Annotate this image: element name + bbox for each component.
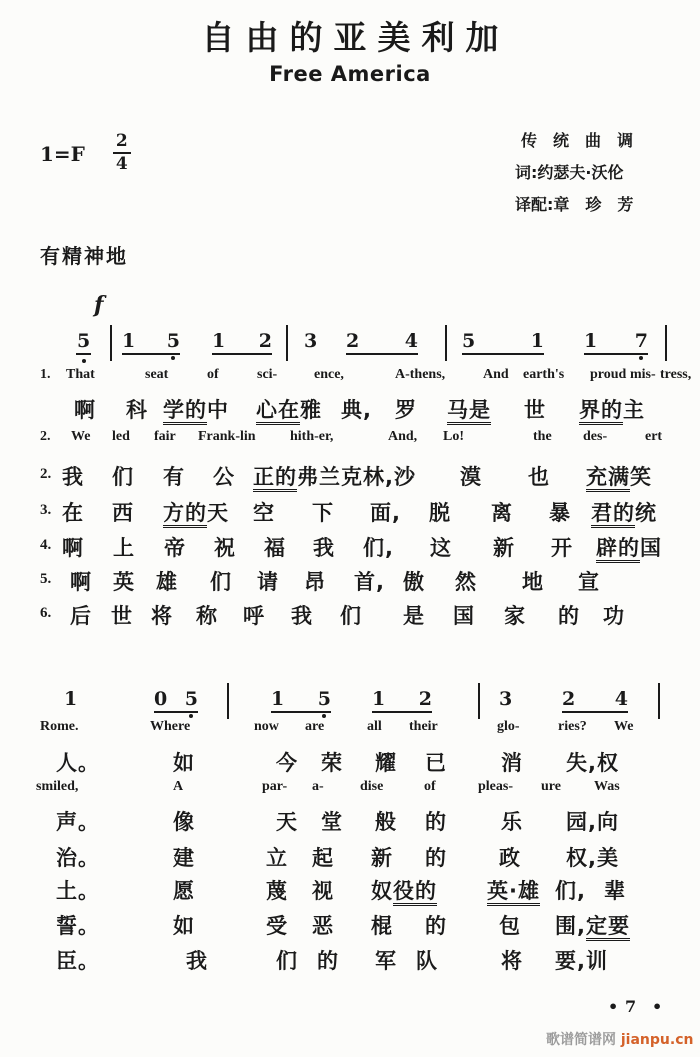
lyric-token: 像 (173, 810, 195, 834)
lyric-token: 土。 (56, 879, 100, 903)
lyric-token: 空 (253, 501, 275, 525)
beamed-note-group (154, 690, 198, 713)
lyric-token: their (409, 719, 438, 734)
watermark-site-name: 歌谱简谱网 (546, 1032, 621, 1048)
barline (445, 325, 447, 361)
lyric-token: Lo! (443, 429, 464, 444)
lyric-token: 离 (491, 501, 513, 525)
lyric-token: 政 (499, 846, 521, 870)
lyric-token: 罗 (395, 398, 417, 422)
note-1: 1 (584, 330, 598, 352)
page-number-digit: 7 (625, 997, 637, 1016)
key-and-time-signature (40, 131, 131, 174)
barline (478, 683, 480, 719)
lyric-token: 队 (416, 949, 438, 973)
note-4: 4 (404, 330, 418, 352)
low-octave-dot (82, 359, 86, 363)
watermark-brand: jianpu.cn (620, 1032, 694, 1048)
barline (227, 683, 229, 719)
lyric-token: 奴役的 (371, 875, 437, 905)
lyric-token: 们 (276, 949, 298, 973)
lyric-token: 棍 (371, 914, 393, 938)
lyric-token: 祝 (214, 536, 236, 560)
note-1: 1 (64, 688, 78, 710)
beamed-note-group (346, 332, 418, 355)
lyric-token: 军 (375, 949, 397, 973)
lyric-token: seat (145, 367, 169, 382)
lyric-token: 将 (501, 949, 523, 973)
lyric-token: 脱 (429, 501, 451, 525)
lyric-token: 视 (312, 879, 334, 903)
lyric-token: fair (154, 429, 176, 444)
lyric-token: 辈 (604, 879, 626, 903)
lyric-token: 昂 (304, 570, 326, 594)
lyric-token: 下 (312, 501, 334, 525)
low-octave-dot (639, 356, 643, 360)
lyric-token (487, 875, 540, 905)
song-subtitle: Free America (269, 62, 431, 86)
lyric-token: 也 (528, 465, 550, 489)
note-0: 0 (154, 688, 168, 710)
lyric-token: 暴 (549, 501, 571, 525)
lyric-token: 的 (317, 949, 339, 973)
lyric-token: proud (590, 367, 627, 382)
barline (665, 325, 667, 361)
lyric-token: 辟的国 (596, 532, 662, 562)
barline (286, 325, 288, 361)
lyric-token: 的 (425, 846, 447, 870)
beamed-syllables: 辟的 (596, 536, 640, 563)
beamed-note-group (584, 332, 648, 355)
lyric-token: 们 (112, 465, 134, 489)
lyric-token: dise (360, 779, 384, 794)
beamed-note-group (372, 690, 432, 713)
lyric-token: 是 (403, 604, 425, 628)
lyric-token: 傲 (403, 570, 425, 594)
lyric-token: pleas- (478, 779, 513, 794)
barline (110, 325, 112, 361)
beamed-syllables: 定要 (586, 914, 630, 941)
beamed-note-group (562, 690, 628, 713)
lyric-token: 的 (558, 604, 580, 628)
lyric-token: earth's (523, 367, 565, 382)
low-octave-dot (171, 356, 175, 360)
lyric-token: 首, (354, 570, 385, 594)
time-signature (113, 132, 131, 173)
lyric-token: 荣 (321, 751, 343, 775)
credit-line: 传 统 曲 调 (521, 131, 634, 150)
lyric-token: 今 (276, 751, 298, 775)
lyric-token: 后 (70, 604, 92, 628)
lyric-token: 们, (555, 879, 586, 903)
lyric-token: 人。 (56, 751, 100, 775)
lyric-token: smiled, (36, 779, 79, 794)
lyric-token: 已 (425, 751, 447, 775)
lyric-token: 君的统 (591, 497, 657, 527)
lyric-token: 充满笑 (586, 461, 652, 491)
tempo-marking: 有精神地 (40, 244, 128, 268)
lyric-token: 乐 (501, 810, 523, 834)
lyric-token: 建 (173, 846, 195, 870)
lyric-token: 天 (276, 810, 298, 834)
note-2: 2 (258, 330, 272, 352)
lyric-token: 世 (524, 398, 546, 422)
note-2: 2 (562, 688, 576, 710)
lyric-token: Frank-lin (198, 429, 256, 444)
lyric-token: par- (262, 779, 288, 794)
beamed-syllables: 充满 (586, 465, 630, 492)
lyric-token: 2. (40, 429, 51, 444)
song-title: 自由的亚美利加 (201, 18, 510, 57)
lyric-token: 权,美 (566, 846, 619, 870)
key-signature: 1=F (40, 142, 85, 167)
note-5: 5 (462, 330, 476, 352)
lyric-token: 福 (264, 536, 286, 560)
beamed-syllables: 学的 (163, 398, 207, 425)
lyric-token: 要,训 (555, 949, 608, 973)
page-number-dot: • (608, 997, 619, 1016)
lyric-token: now (254, 719, 279, 734)
lyric-token: We (71, 429, 91, 444)
lyric-token: Rome. (40, 719, 79, 734)
lyric-token: We (614, 719, 634, 734)
lyric-token: 开 (551, 536, 573, 560)
lyric-token: 西 (112, 501, 134, 525)
beamed-note-group (462, 332, 544, 355)
beamed-syllables: 君的 (591, 501, 635, 528)
time-signature-denominator: 4 (115, 153, 128, 174)
lyric-token: ries? (558, 719, 587, 734)
lyric-token: 我 (62, 465, 84, 489)
note-5: 5 (167, 332, 180, 351)
lyric-token: 在 (62, 501, 84, 525)
lyric-token (447, 394, 491, 424)
lyric-token: 失,权 (566, 751, 619, 775)
lyric-token: 的 (425, 914, 447, 938)
note-1: 1 (271, 688, 285, 710)
lyric-token: 啊 (70, 570, 92, 594)
lyric-token: 6. (40, 605, 52, 621)
barline (658, 683, 660, 719)
lyric-token: 消 (501, 751, 523, 775)
beamed-syllables: 英·雄 (487, 879, 540, 906)
lyric-token: 宣 (578, 570, 600, 594)
lyric-token: 的 (425, 810, 447, 834)
lyric-token: 公 (213, 465, 235, 489)
lyric-token: 受 (266, 914, 288, 938)
lyric-token: 声。 (56, 810, 100, 834)
lyric-token: 学的中 (163, 394, 229, 424)
note-3: 3 (499, 688, 513, 710)
lyric-token: 新 (493, 536, 515, 560)
lyric-token: 如 (173, 914, 195, 938)
low-octave-dot (322, 714, 326, 718)
note-4: 4 (614, 688, 628, 710)
lyric-token: ert (645, 429, 663, 444)
lyric-token: 誓。 (56, 914, 100, 938)
lyric-token: A (173, 779, 184, 794)
lyric-token: the (533, 429, 552, 444)
lyric-token: 围,定要 (555, 910, 630, 940)
lyric-token: 4. (40, 537, 52, 553)
lyric-token: 愿 (173, 879, 195, 903)
lyric-token: 治。 (56, 846, 100, 870)
lyric-token: 有 (163, 465, 185, 489)
lyric-token: 家 (504, 604, 526, 628)
beamed-syllables: 方的 (163, 501, 207, 528)
note-1: 1 (530, 330, 544, 352)
lyric-token: 方的天 (163, 497, 229, 527)
page-number-dot: • (652, 997, 663, 1016)
lyric-token: 啊 (62, 536, 84, 560)
note-1: 1 (122, 330, 136, 352)
lyric-token: 蔑 (266, 879, 288, 903)
lyric-token: 我 (291, 604, 313, 628)
lyric-token: 新 (371, 846, 393, 870)
beamed-syllables: 马是 (447, 398, 491, 425)
lyric-token: 臣。 (56, 949, 100, 973)
time-signature-numerator: 2 (113, 132, 131, 154)
lyric-token: 耀 (375, 751, 397, 775)
watermark (546, 1029, 693, 1049)
lyric-token: of (207, 367, 219, 382)
lyric-token: 心在雅 (256, 394, 322, 424)
lyric-token: des- (583, 429, 608, 444)
lyric-token: hith-er, (290, 429, 334, 444)
beamed-syllables: 役的 (393, 879, 437, 906)
lyric-token: 1. (40, 367, 51, 382)
lyric-token: mis- (630, 367, 656, 382)
beamed-note-group (271, 690, 331, 713)
lyric-token: ence, (314, 367, 344, 382)
lyric-token: 堂 (321, 810, 343, 834)
lyric-token: 啊 (74, 398, 96, 422)
lyric-token: sci- (257, 367, 278, 382)
lyric-token: 然 (455, 570, 477, 594)
credit-line: 词:约瑟夫·沃伦 (515, 163, 624, 182)
lyric-token: are (305, 719, 325, 734)
lyric-token: 雄 (156, 570, 178, 594)
lyric-token: 界的主 (579, 394, 645, 424)
lyric-token: 们, (363, 536, 394, 560)
lyric-token: 科 (126, 398, 148, 422)
lyric-token: 国 (453, 604, 475, 628)
lyric-token: A-thens, (395, 367, 446, 382)
lyric-token: 起 (312, 846, 334, 870)
lyric-token: 呼 (243, 604, 265, 628)
lyric-token: 们 (210, 570, 232, 594)
lyric-token: 2. (40, 466, 52, 482)
lyric-token: Where (150, 719, 191, 734)
lyric-token: 恶 (312, 914, 334, 938)
low-octave-dot (189, 714, 193, 718)
note-2: 2 (418, 688, 432, 710)
lyric-token: 正的弗兰克林,沙 (253, 461, 416, 491)
beamed-syllables: 界的 (579, 398, 623, 425)
lyric-token: 地 (522, 570, 544, 594)
lyric-token: all (367, 719, 382, 734)
lyric-token: 典, (341, 398, 372, 422)
note-1: 1 (372, 688, 386, 710)
dynamic-marking-forte: f (94, 292, 104, 318)
lyric-token: 我 (313, 536, 335, 560)
lyric-token: led (112, 429, 130, 444)
lyric-token: 面, (370, 501, 401, 525)
beamed-note-group (212, 332, 272, 355)
lyric-token: 园,向 (566, 810, 619, 834)
beamed-note-group (122, 332, 180, 355)
lyric-token: 漠 (460, 465, 482, 489)
lyric-token: 立 (266, 846, 288, 870)
beamed-syllables: 心在 (256, 398, 300, 425)
lyric-token: 请 (257, 570, 279, 594)
beamed-syllables: 正的 (253, 465, 297, 492)
lyric-token: And (483, 367, 509, 382)
credit-line: 译配:章 珍 芳 (515, 195, 634, 214)
lyric-token: tress, (660, 367, 692, 382)
lyric-token: 如 (173, 751, 195, 775)
lyric-token: glo- (497, 719, 520, 734)
lyric-token: 我 (186, 949, 208, 973)
note-5: 5 (318, 690, 331, 709)
lyric-token: 世 (111, 604, 133, 628)
lyric-token: 将 (151, 604, 173, 628)
lyric-token: 功 (603, 604, 625, 628)
lyric-token: 3. (40, 502, 52, 518)
note-3: 3 (304, 330, 318, 352)
note-7: 7 (635, 332, 648, 351)
lyric-token: 称 (196, 604, 218, 628)
lyric-token: 般 (375, 810, 397, 834)
lyric-token: 上 (113, 536, 135, 560)
lyric-token: 英 (113, 570, 135, 594)
lyric-token: That (66, 367, 95, 382)
note-2: 2 (346, 330, 360, 352)
lyric-token: 5. (40, 571, 52, 587)
lyric-token: of (424, 779, 436, 794)
note-1: 1 (212, 330, 226, 352)
lyric-token: And, (388, 429, 418, 444)
lyric-token: 们 (340, 604, 362, 628)
lyric-token: 包 (499, 914, 521, 938)
note-5: 5 (185, 690, 198, 709)
lyric-token: Was (594, 779, 620, 794)
lyric-token: 帝 (164, 536, 186, 560)
note-5: 5 (76, 332, 91, 355)
lyric-token: a- (312, 779, 324, 794)
lyric-token: ure (541, 779, 561, 794)
lyric-token: 这 (430, 536, 452, 560)
